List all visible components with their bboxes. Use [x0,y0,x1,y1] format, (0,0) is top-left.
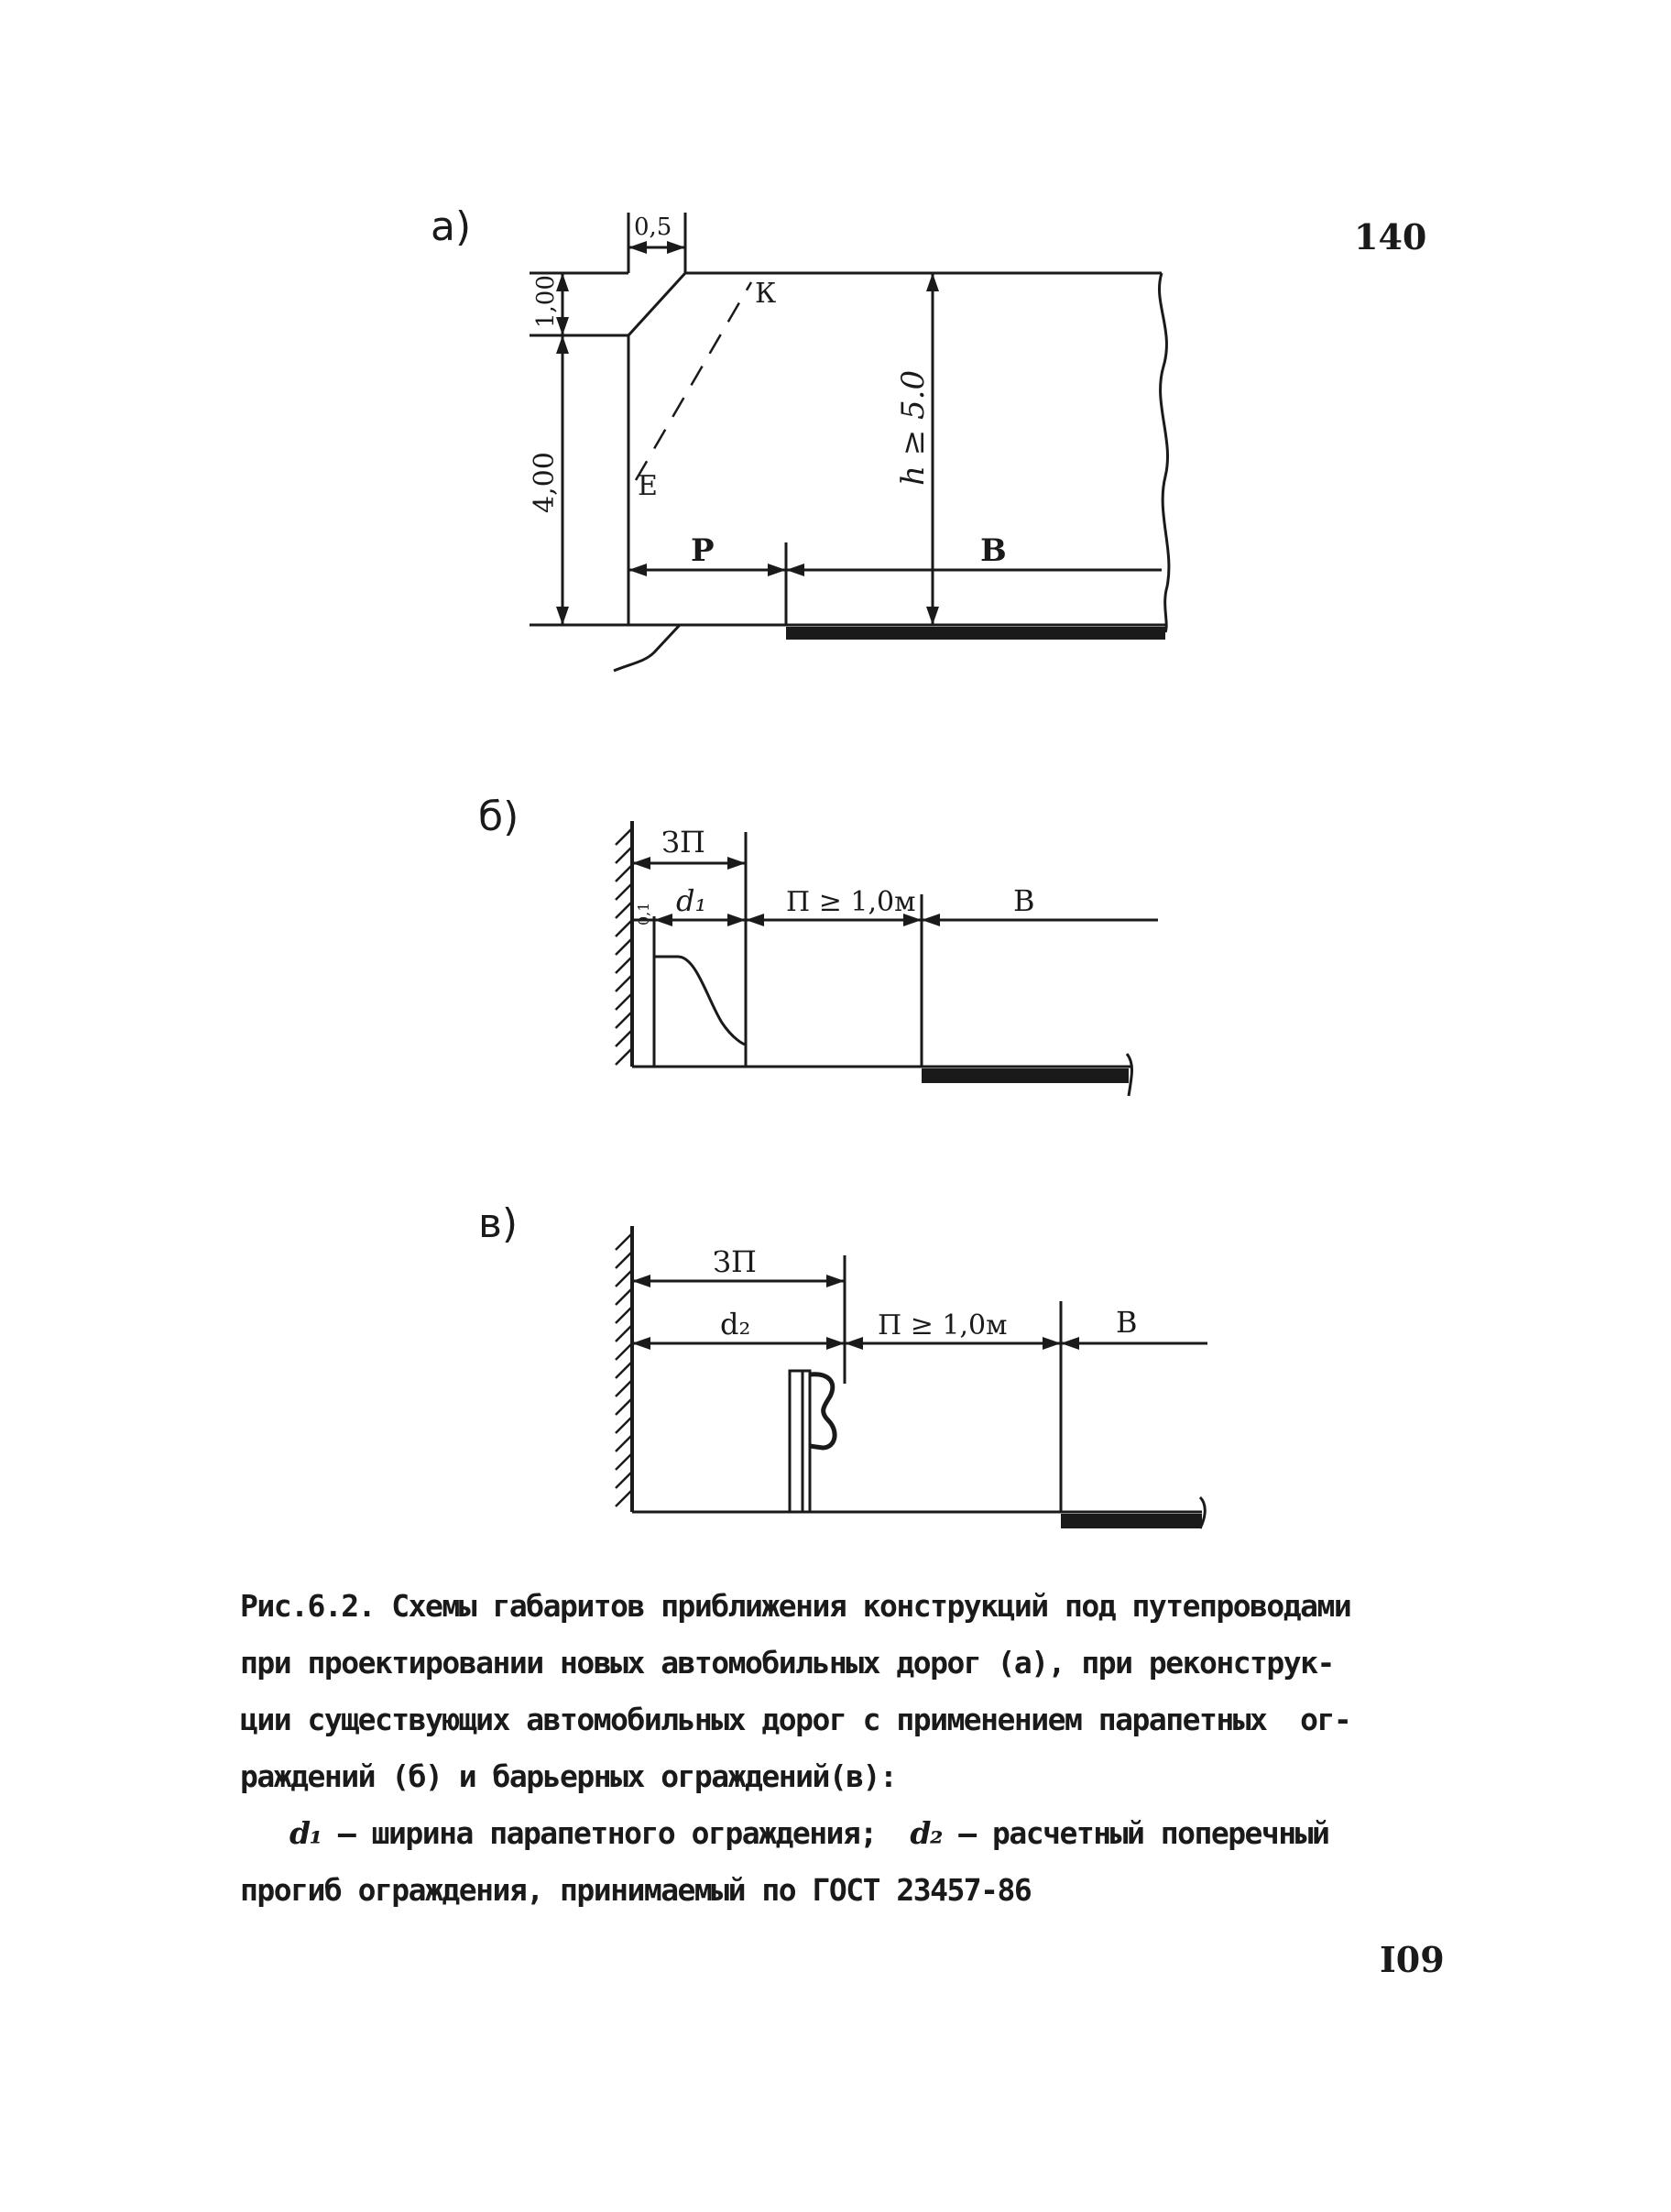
dim-top-width: 0,5 [634,214,672,241]
page-number-bottom: I09 [1380,1939,1445,1980]
figure-v-label: в) [478,1200,519,1247]
figure-caption [240,1563,1458,1933]
pavement-v [1061,1514,1202,1528]
dim-p-label: П ≥ 1,0м [878,1309,1008,1341]
dim-b-label: В [1013,883,1035,918]
figure-a-label: а) [431,203,472,250]
dim-d1-label: d₁ [676,883,707,918]
dim-lower-height: 4,00 [529,452,561,513]
dim-b-label: В [1116,1305,1138,1340]
point-e-label: Е [638,470,658,502]
dim-d2-label: d₂ [720,1307,751,1341]
dim-height-label: h ≥ 5.0 [895,369,932,486]
caption-d1-definition: – ширина парапетного ограждения; [321,1815,911,1851]
dim-zp-label: ЗП [713,1244,757,1279]
caption-line-4: раждений (б) и барьерных ограждений(в): [240,1758,897,1794]
figure-b-label: б) [478,794,519,840]
caption-line-2: при проектировании новых автомобильных дорог (а), при реконструк- [240,1645,1334,1681]
caption-symbol-d2: d₂ [910,1815,942,1851]
caption-symbol-d1: d₁ [289,1815,322,1851]
dim-p-label: Р [691,532,715,569]
dim-upper-height: 1,00 [532,275,560,328]
page-number-top: 140 [1354,216,1427,257]
dim-gap-label: 0,1 [635,902,652,925]
caption-line-6: прогиб ограждения, принимаемый по ГОСТ 23457-86 [240,1872,1032,1908]
barrier-post [790,1371,810,1512]
dim-b-label: В [980,532,1007,569]
caption-line-1: Рис.6.2. Схемы габаритов приближения конструкций под путепроводами [240,1588,1351,1624]
dim-zp-label: ЗП [661,825,705,860]
dim-p-label: П ≥ 1,0м [786,886,916,918]
barrier-beam [810,1374,835,1448]
caption-line-5 [240,1815,1458,1851]
caption-d2-definition: – расчетный поперечный [941,1815,1329,1851]
caption-line-3: ции существующих автомобильных дорог с применением парапетных ог- [240,1702,1351,1737]
point-k-label: К [755,278,777,310]
